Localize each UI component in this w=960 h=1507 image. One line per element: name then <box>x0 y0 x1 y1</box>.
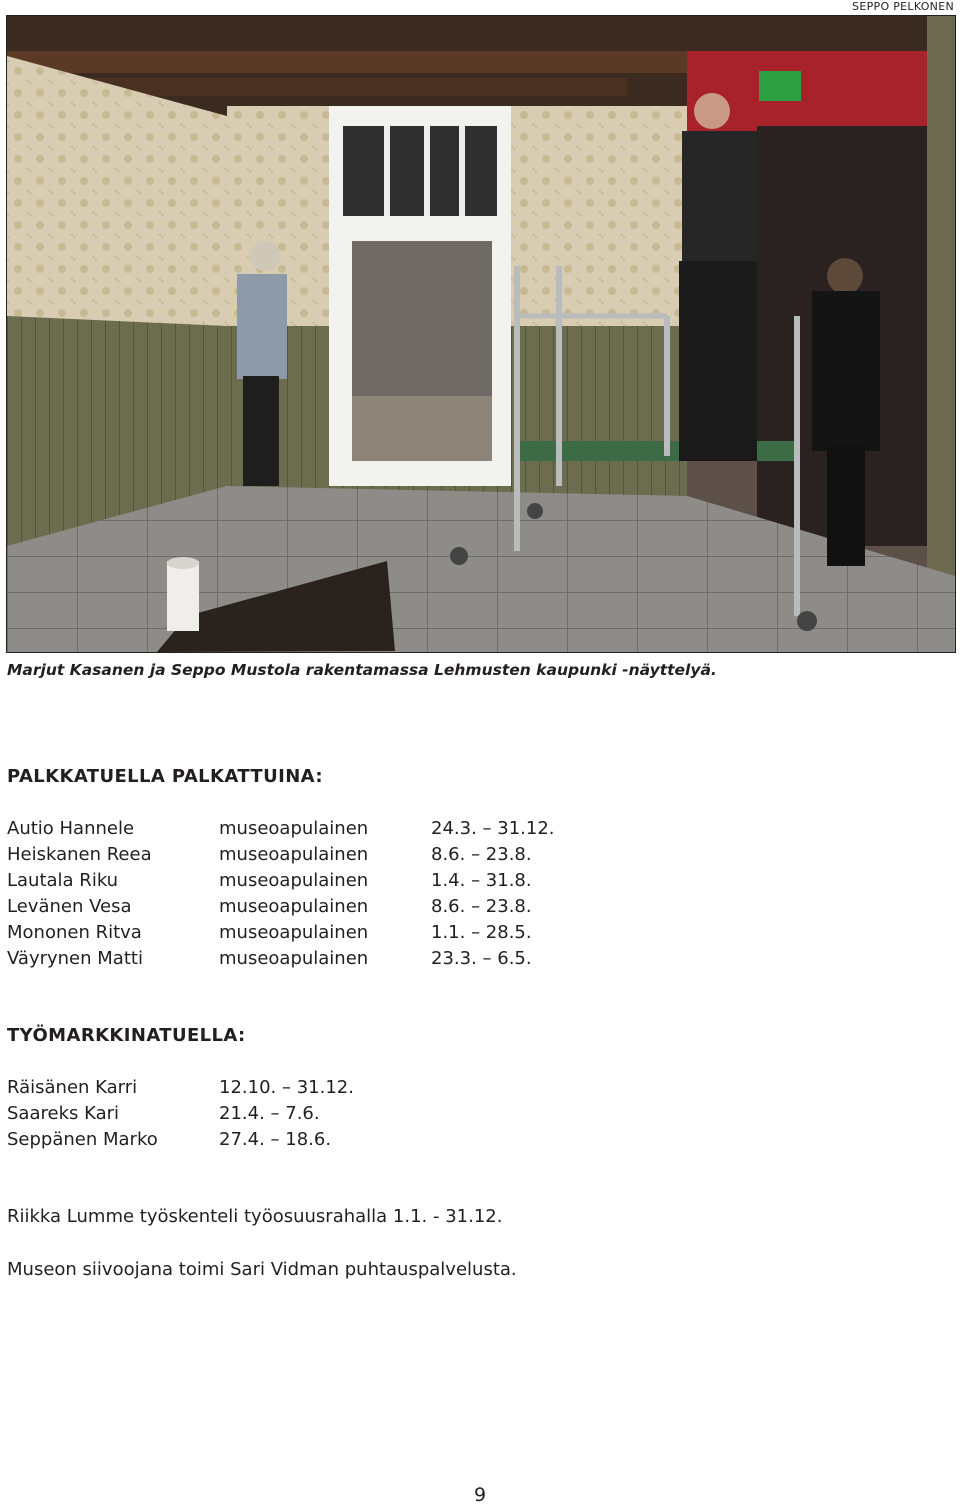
person-role: museoapulainen <box>219 896 369 917</box>
person-name: Mononen Ritva <box>7 922 142 943</box>
person-name: Autio Hannele <box>7 818 135 839</box>
person-period: 24.3. – 31.12. <box>431 818 555 839</box>
person-role: museoapulainen <box>219 818 369 839</box>
section-title-tyomarkkinatuki: TYÖMARKKINATUELLA: <box>7 1025 246 1046</box>
page-number: 9 <box>473 1484 487 1506</box>
person-role: museoapulainen <box>219 844 369 865</box>
person-name: Räisänen Karri <box>7 1077 138 1098</box>
note-siivooja: Museon siivoojana toimi Sari Vidman puhtauspalvelusta. <box>7 1259 517 1280</box>
person-role: museoapulainen <box>219 948 369 969</box>
exhibition-photo <box>6 15 956 653</box>
person-role: museoapulainen <box>219 922 369 943</box>
photo-credit: SEPPO PELKONEN <box>852 0 954 13</box>
person-period: 23.3. – 6.5. <box>431 948 532 969</box>
person-period: 27.4. – 18.6. <box>219 1129 332 1150</box>
person-role: museoapulainen <box>219 870 369 891</box>
person-name: Seppänen Marko <box>7 1129 158 1150</box>
person-period: 1.1. – 28.5. <box>431 922 532 943</box>
person-name: Levänen Vesa <box>7 896 132 917</box>
person-name: Lautala Riku <box>7 870 119 891</box>
person-name: Väyrynen Matti <box>7 948 143 969</box>
person-period: 8.6. – 23.8. <box>431 844 532 865</box>
person-name: Heiskanen Reea <box>7 844 152 865</box>
note-riikka: Riikka Lumme työskenteli työosuusrahalla 1.1. - 31.12. <box>7 1206 503 1227</box>
person-period: 12.10. – 31.12. <box>219 1077 354 1098</box>
photo-caption: Marjut Kasanen ja Seppo Mustola rakentamassa Lehmusten kaupunki -näyttelyä. <box>7 661 717 679</box>
person-period: 1.4. – 31.8. <box>431 870 532 891</box>
person-period: 21.4. – 7.6. <box>219 1103 320 1124</box>
person-name: Saareks Kari <box>7 1103 120 1124</box>
photo-illustration <box>7 16 955 652</box>
section-title-palkkatuki: PALKKATUELLA PALKATTUINA: <box>7 766 323 787</box>
person-period: 8.6. – 23.8. <box>431 896 532 917</box>
